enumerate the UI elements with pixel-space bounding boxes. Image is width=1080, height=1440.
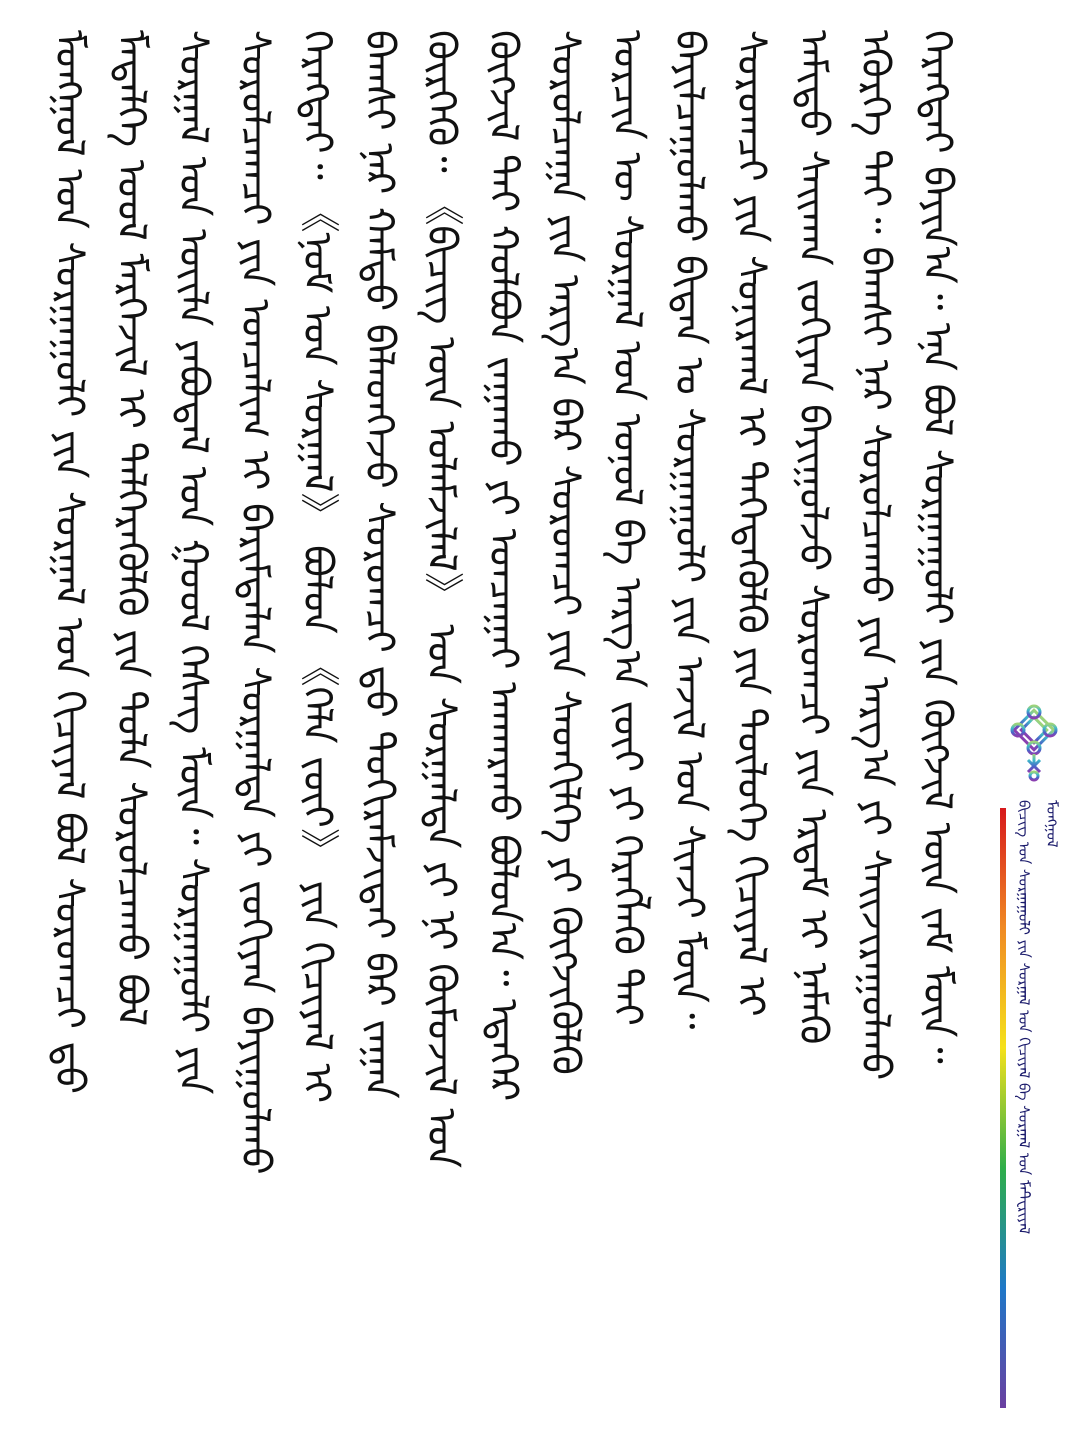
text-column: ᠪᠠᠭᠰᠢ ᠨᠠᠷ ᠬᠠᠮᠲᠤ ᠪᠡᠯᠡᠳᠬᠡᠵᠦ ᠰᠤᠷᠤᠭᠴᠢ ᠳ᠋ᠤ ᠲᠣᠬᠢᠷᠠᠮᠵᠢᠲᠠᠢ ᠪᠠᠷ ᠵᠠᠭᠠᠨ	[356, 30, 402, 1099]
rainbow-divider	[1000, 808, 1006, 1408]
text-column: ᠡᠭᠦᠷᠭᠡ ᠲᠡᠢ᠃ ᠪᠠᠭᠰᠢ ᠨᠠᠷ ᠰᠤᠷᠤᠯᠴᠠᠬᠤ ᠶᠢᠨ ᠠᠷᠭ᠎ᠠ ᠶᠢ ᠰᠠᠢᠵᠢᠷᠠᠭᠤᠯᠬᠤ	[852, 30, 898, 1081]
endless-knot-icon	[1006, 700, 1062, 782]
text-column: ᠰᠤᠷᠤᠯᠴᠠᠭᠠ ᠶᠢᠨ ᠠᠷᠭ᠎ᠠ ᠪᠠᠷ ᠰᠤᠷᠤᠭᠴᠢ ᠶᠢᠨ ᠰᠡᠳᠬᠢᠯᠭᠡ ᠶᠢ ᠬᠥᠭᠵᠢᠭᠦᠯᠬᠦ	[542, 30, 588, 1075]
text-column: ᠰᠤᠷᠤᠯᠴᠠᠭᠴᠢ ᠶᠢᠨ ᠣᠨᠴᠠᠯᠢᠭ ᠢ ᠪᠠᠷᠢᠮᠲᠠᠯᠠᠨ ᠰᠤᠷᠭᠠᠯᠲᠠ ᠶᠢ ᠵᠣᠬᠢᠶᠠᠨ ᠪᠠᠶᠢᠭᠤᠯᠬᠤ	[232, 30, 278, 1175]
text-column: ᠰᠤᠷᠤᠭᠴᠢ ᠶᠢᠨ ᠰᠣᠨᠢᠷᠬᠠᠯ ᠢ ᠳᠡᠭᠡᠳᠡᠭᠦᠯᠬᠦ ᠶᠢᠨ ᠲᠥᠯᠦᠭᠡ ᠬᠢᠴᠢᠶᠡᠯ ᠢ	[728, 30, 774, 1017]
text-column: ᠣᠷᠴᠢᠨ ᠦ ᠰᠤᠷᠭᠠᠯ ᠤᠨ ᠣᠨᠣᠯ ᠪᠠ ᠠᠷᠭ᠎ᠠ ᠵᠦᠢ ᠶᠢ ᠬᠡᠷᠡᠭᠯᠡᠬᠦ ᠲᠡᠢ	[604, 30, 650, 1026]
text-column: ᠬᠥᠭᠵᠢᠯ ᠲᠡᠢ ᠬᠣᠯᠪᠣᠨ ᠵᠠᠭᠠᠬᠤ ᠶᠢ ᠣᠨᠴᠠᠭᠠᠢ ᠠᠨᠬᠠᠷᠬᠤ ᠪᠣᠯᠤᠨ᠎ᠠ᠃ ᠡᠳᠡᠭᠡᠷ	[480, 30, 526, 1102]
text-column: ᠬᠦᠷᠭᠡᠬᠦ᠃ 《ᠪᠢᠴᠢᠭ ᠦᠨ ᠤᠯᠠᠮᠵᠢᠯᠠᠯ》 ᠤᠨ ᠰᠤᠷᠭᠠᠯᠲᠠ ᠶᠢ ᠨᠢ ᠬᠦᠮᠦᠵᠢᠯ ᠤᠨ	[418, 30, 464, 1169]
text-column: ᠪᠠᠶᠢᠯᠴᠠᠭᠤᠯᠬᠤ ᠪᠢᠳᠡᠨ ᠤ ᠰᠤᠷᠭᠠᠭᠤᠯᠢ ᠶᠢᠨ ᠠᠵᠢᠯ ᠤᠨ ᠰᠢᠨᠵᠢ ᠮᠥᠨ᠃	[666, 30, 712, 1030]
text-column: ᠮᠣᠩᠭᠣᠯ ᠤᠨ ᠰᠤᠷᠭᠠᠭᠤᠯᠢ ᠶᠢᠨ ᠰᠤᠷᠭᠠᠯ ᠤᠨ ᠬᠢᠴᠢᠶᠡᠯ ᠪᠣᠯ ᠰᠤᠷᠤᠭᠴᠢ ᠳ᠋ᠤ	[46, 30, 92, 1094]
text-column: ᠬᠡᠷᠡᠭᠲᠡᠢ ᠪᠠᠶᠢᠨ᠎ᠠ᠃ ᠡᠨᠡ ᠪᠣᠯ ᠰᠤᠷᠭᠠᠭᠤᠯᠢ ᠶᠢᠨ ᠬᠥᠭᠵᠢᠯ ᠦᠨ ᠵᠠᠮ ᠮᠥᠨ᠃	[914, 30, 960, 1064]
text-column: ᠮᠡᠳᠡᠯᠭᠡ ᠤᠤᠯ ᠮᠡᠷᠭᠡᠵᠢᠯ ᠢ ᠲᠡᠯᠭᠡᠷᠡᠭᠦᠯᠬᠦ ᠶᠢᠨ ᠳᠤᠯᠠ ᠰᠤᠷᠤᠯᠴᠠᠬᠤ ᠪᠣᠯ	[108, 30, 154, 1027]
text-column: ᠬᠡᠷᠡᠭᠲᠡᠢ᠃ 《ᠨᠣᠮ ᠤᠨ ᠰᠤᠷᠭᠠᠯ》 ᠪᠣᠯᠤᠨ 《ᠬᠡᠯᠡ ᠵᠦᠢ》 ᠶᠢᠨ ᠬᠢᠴᠢᠶᠡᠯ ᠢ	[294, 30, 340, 1104]
header-subtitle: ᠪᠢᠴᠢᠭ ᠤᠨ ᠰᠤᠷᠭᠠᠭᠤᠯᠢ ᠶᠢᠨ ᠰᠤᠷᠭᠠᠯ ᠤᠨ ᠬᠢᠴᠢᠶᠡᠯ ᠪᠠ ᠰᠤᠷᠭᠠᠯ ᠤᠨ ᠮᠠᠲ᠋ᠧᠷᠢᠶᠠᠯ	[1015, 800, 1033, 1235]
text-column: ᠰᠤᠷᠭᠠᠯ ᠤᠨ ᠦᠢᠯᠡ ᠶᠠᠪᠤᠳᠠᠯ ᠤᠨ ᠭᠣᠣᠯ ᠬᠡᠰᠡᠭ ᠮᠥᠨ᠃ ᠰᠤᠷᠭᠠᠭᠤᠯᠢ ᠶᠢᠨ	[170, 30, 216, 1095]
text-column: ᠠᠮᠢᠳᠤ ᠰᠠᠢᠬᠠᠨ ᠵᠣᠬᠢᠶᠠᠨ ᠪᠠᠶᠢᠭᠤᠯᠵᠤ ᠰᠤᠷᠤᠭᠴᠢ ᠶᠢᠨ ᠡᠷᠲᠡᠮ ᠢ ᠨᠡᠮᠡᠬᠦ	[790, 30, 836, 1045]
header-title: ᠮᠣᠩᠭᠣᠯ	[1043, 800, 1061, 848]
